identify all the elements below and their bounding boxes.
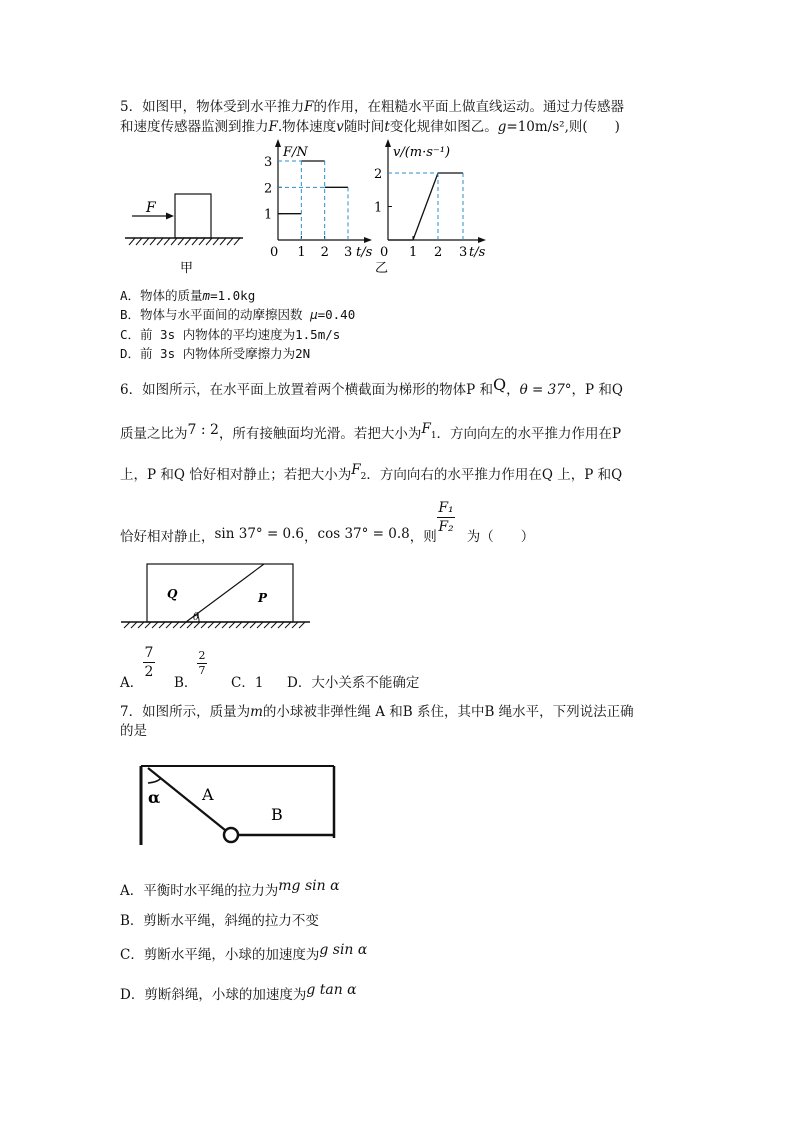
q5-option-d: D．前 3s 内物体所受摩擦力为2N (120, 346, 311, 361)
ball (224, 828, 238, 842)
f-ytick-label-1: 1 (264, 207, 273, 223)
q7-option-d: D．剪断斜绳，小球的加速度为g tan α (120, 982, 357, 1003)
q7-stem-line2: 的是 (120, 723, 147, 739)
q5-stem-line2: 和速度传感器监测到推力F.物体速度v随时间t变化规律如图乙。g=10m/s²,则( ) (120, 119, 620, 135)
label-theta: θ (193, 612, 200, 623)
q7-stem-line1: 7．如图所示，质量为m的小球被非弹性绳 A 和B 系住，其中B 绳水平，下列说法正确 (120, 704, 634, 720)
f-xtick-label-1: 1 (297, 245, 306, 260)
v-axis-x-label: t/s (469, 245, 486, 260)
f-ytick-label-3: 3 (264, 155, 273, 170)
v-origin-label: 0 (380, 245, 389, 260)
q7-option-a: A．平衡时水平绳的拉力为mg sin α (120, 878, 340, 899)
v-ytick-label-2: 2 (374, 167, 383, 182)
v-xtick-label-1: 1 (409, 245, 418, 260)
q6-option-b-fraction: 2 7 (198, 649, 206, 677)
force-label: F (146, 200, 156, 216)
alpha-arc (148, 778, 161, 783)
v-ytick-label-1: 1 (374, 200, 383, 216)
q6-option-d: D．大小关系不能确定 (287, 675, 420, 691)
v-xtick-label-2: 2 (434, 245, 443, 260)
q5-stem-line1: 5．如图甲，物体受到水平推力F的作用，在粗糙水平面上做直线运动。通过力传感器 (120, 99, 624, 115)
q6-fraction-f1-f2: F₁ F₂ (438, 500, 454, 535)
f-xtick-label-3: 3 (344, 245, 353, 260)
f-axis-x-label: t/s (356, 245, 373, 260)
label-p: P (258, 591, 268, 605)
q6-option-a-fraction: 7 2 (144, 645, 154, 680)
q5-option-a: A．物体的质量m=1.0kg (120, 288, 256, 303)
caption-yi: 乙 (375, 261, 389, 276)
f-ytick-label-2: 2 (264, 181, 273, 197)
v-xtick-label-3: 3 (459, 245, 468, 260)
q6-stem-line1: 6．如图所示，在水平面上放置着两个横截面为梯形的物体P 和Q，θ = 37°，P 和Q (120, 375, 623, 398)
label-a: A (202, 785, 214, 804)
q7-option-b: B．剪断水平绳，斜绳的拉力不变 (120, 913, 319, 929)
label-q: Q (167, 587, 178, 601)
q5-option-c: C．前 3s 内物体的平均速度为1.5m/s (120, 327, 341, 342)
f-origin-label: 0 (270, 245, 279, 260)
q5-option-b: B．物体与水平面间的动摩擦因数 μ=0.40 (120, 307, 356, 322)
q6-option-b-label: B． (174, 675, 198, 691)
v-axis-y-label: v/(m·s⁻¹) (393, 145, 451, 160)
q7-option-c: C．剪断水平绳，小球的加速度为g sin α (120, 942, 368, 963)
q6-option-a-label: A． (120, 675, 144, 691)
q6-stem-line2: 质量之比为7 : 2，所有接触面均光滑。若把大小为$F_1$．方向向左的水平推力作用在P (120, 421, 622, 442)
caption-jia: 甲 (180, 261, 194, 276)
q6-option-c: C．1 (231, 675, 264, 691)
f-xtick-label-2: 2 (320, 245, 329, 260)
q6-stem-line4: 恰好相对静止，sin 37° = 0.6，cos 37° = 0.8，则 为（ ） (120, 526, 535, 545)
q6-stem-line3: 上，P 和Q 恰好相对静止；若把大小为$F_2$．方向向右的水平推力作用在Q 上，P 和Q (120, 462, 623, 483)
label-alpha: α (148, 788, 161, 807)
label-b: B (271, 805, 283, 824)
f-axis-y-label: F/N (283, 145, 308, 160)
